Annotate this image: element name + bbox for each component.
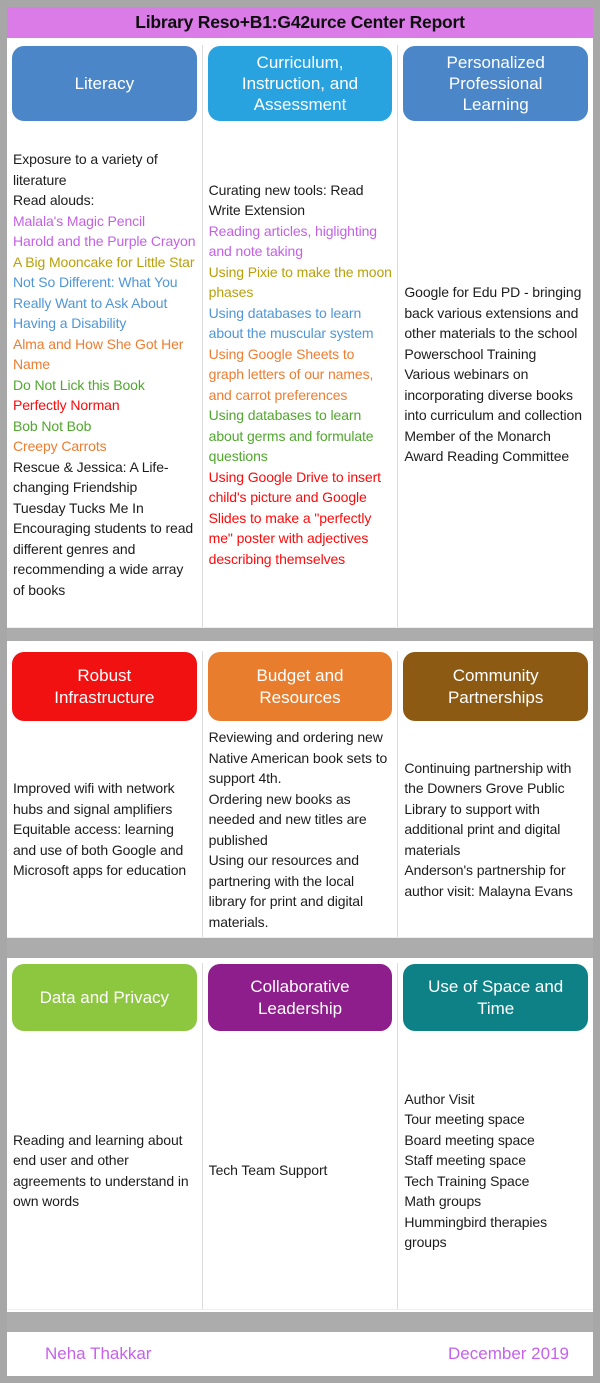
- content-row: [7, 122, 593, 628]
- content-line: Malala's Magic Pencil: [13, 212, 146, 229]
- content-line: Hummingbird therapies groups: [404, 1213, 547, 1250]
- separator-band: [7, 1312, 593, 1332]
- content-line: Not So Different: What You Really Want to Ask About Having a Disability: [13, 274, 178, 331]
- content-row: [7, 1032, 593, 1310]
- content-cell: [7, 122, 203, 627]
- content-line: Using databases to learn about the muscular system: [208, 304, 374, 342]
- content-cell: [203, 1032, 399, 1309]
- section-header-label: Robust Infrastructure: [54, 666, 155, 707]
- separator-band: [7, 628, 593, 641]
- content-line: Reading and learning about end user and other agreements to understand in own words: [13, 1131, 189, 1209]
- header-cell: [7, 963, 203, 1032]
- content-line: Continuing partnership with the Downers Grove Public Library to support with additional print and digital materials: [404, 759, 572, 858]
- content-cell: [7, 1032, 203, 1309]
- content-cell: [7, 722, 203, 937]
- content-line: Do Not Lick this Book: [13, 376, 145, 393]
- content-line: Using Google Sheets to graph letters of our names, and carrot preferences: [208, 345, 374, 403]
- section-header-box: [12, 652, 197, 721]
- content-line: Read alouds:: [13, 192, 95, 208]
- header-row: [7, 963, 593, 1032]
- content-line: Bob Not Bob: [13, 417, 92, 434]
- header-cell: [398, 963, 593, 1032]
- content-cell: [398, 722, 593, 937]
- footer-date: December 2019: [448, 1344, 569, 1363]
- content-line: Board meeting space: [404, 1131, 535, 1148]
- report-grid: [7, 45, 593, 1332]
- header-cell: [203, 963, 399, 1032]
- content-line: Google for Edu PD - bringing back various extensions and other materials to the school: [404, 284, 582, 342]
- content-cell: [398, 1032, 593, 1309]
- content-line: Ordering new books as needed and new titles are published: [208, 790, 367, 848]
- content-line: Tech Training Space: [404, 1172, 530, 1189]
- content-line: Staff meeting space: [404, 1152, 526, 1168]
- content-line: Tuesday Tucks Me In: [13, 499, 144, 516]
- report-title: Library Reso+B1:G42urce Center Report: [135, 12, 465, 32]
- section-header-label: Literacy: [74, 73, 135, 93]
- content-line: Anderson's partnership for author visit: Malayna Evans: [404, 862, 573, 899]
- content-row: [7, 722, 593, 938]
- content-line: Using Google Drive to insert child's picture and Google Slides to make a "perfectly me" poster with adjectives describing themselves: [208, 468, 381, 567]
- report-title-bar: [7, 7, 593, 38]
- content-line: Reading articles, higlighting and note taking: [208, 222, 377, 260]
- section-header-box: [208, 652, 393, 721]
- content-line: Tour meeting space: [404, 1111, 525, 1127]
- section-header-label: Budget and Resources: [256, 666, 344, 707]
- content-line: Harold and the Purple Crayon: [13, 233, 196, 249]
- content-line: Perfectly Norman: [13, 397, 120, 413]
- content-line: Math groups: [404, 1193, 482, 1209]
- content-line: Improved wifi with network hubs and signal amplifiers: [13, 780, 175, 817]
- header-cell: [203, 45, 399, 122]
- content-line: Rescue & Jessica: A Life-changing Friendship: [13, 458, 169, 495]
- content-line: Member of the Monarch Award Reading Committee: [404, 427, 570, 465]
- content-line: Exposure to a variety of literature: [13, 151, 158, 188]
- report-footer: [7, 1332, 593, 1376]
- section-header-box: [12, 964, 197, 1031]
- separator-band: [7, 938, 593, 958]
- content-line: Using databases to learn about germs and formulate questions: [208, 407, 374, 465]
- content-line: Powerschool Training: [404, 345, 537, 362]
- section-header-label: Collaborative Leadership: [250, 977, 350, 1018]
- header-row: [7, 45, 593, 122]
- section-header-label: Use of Space and Time: [428, 977, 564, 1018]
- section-header-label: Personalized Professional Learning: [446, 52, 545, 115]
- content-line: Reviewing and ordering new Native American book sets to support 4th.: [208, 729, 388, 786]
- section-header-box: [403, 46, 588, 121]
- header-cell: [203, 651, 399, 722]
- content-line: Tech Team Support: [208, 1162, 328, 1179]
- content-line: Curating new tools: Read Write Extension: [208, 181, 364, 219]
- content-line: Creepy Carrots: [13, 438, 107, 454]
- section-header-box: [403, 652, 588, 721]
- section-header-label: Curriculum, Instruction, and Assessment: [241, 52, 359, 115]
- header-row: [7, 651, 593, 722]
- section-header-label: Data and Privacy: [39, 987, 170, 1007]
- content-line: Alma and How She Got Her Name: [13, 335, 184, 372]
- header-cell: [398, 45, 593, 122]
- section-header-box: [208, 964, 393, 1031]
- content-cell: [203, 722, 399, 937]
- content-cell: [398, 122, 593, 627]
- header-cell: [398, 651, 593, 722]
- section-header-box: [403, 964, 588, 1031]
- header-cell: [7, 651, 203, 722]
- content-cell: [203, 122, 399, 627]
- section-header-box: [208, 46, 393, 121]
- content-line: Various webinars on incorporating diverse books into curriculum and collection: [404, 366, 582, 424]
- section-header-box: [12, 46, 197, 121]
- content-line: Encouraging students to read different genres and recommending a wide array of books: [13, 520, 194, 598]
- content-line: Using our resources and partnering with the local library for print and digital materials.: [208, 852, 363, 930]
- section-header-label: Community Partnerships: [447, 666, 544, 707]
- content-line: Using Pixie to make the moon phases: [208, 263, 392, 301]
- footer-author: Neha Thakkar: [45, 1344, 152, 1363]
- content-line: A Big Mooncake for Little Star: [13, 253, 195, 270]
- header-cell: [7, 45, 203, 122]
- content-line: Author Visit: [404, 1090, 475, 1107]
- content-line: Equitable access: learning and use of both Google and Microsoft apps for education: [13, 821, 187, 879]
